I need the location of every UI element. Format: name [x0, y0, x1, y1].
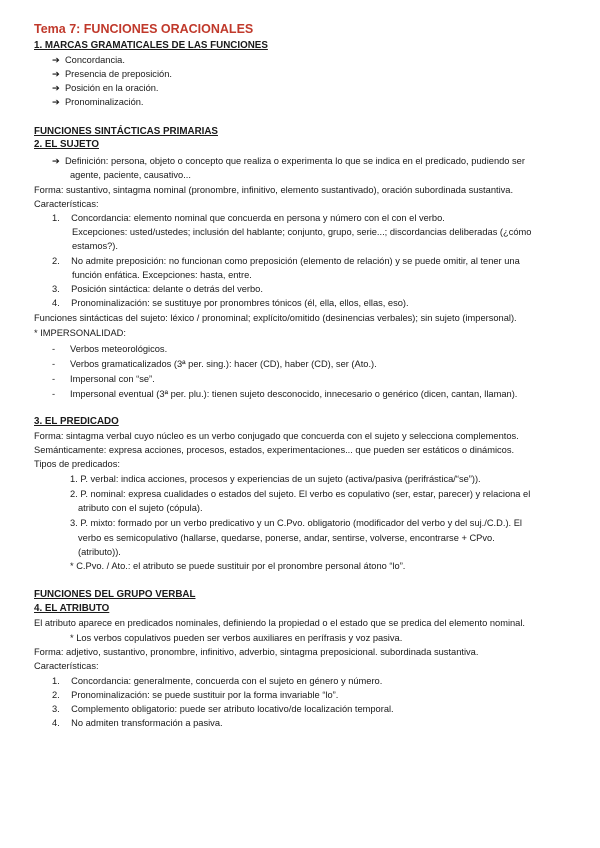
arrow-icon: ➔	[52, 156, 60, 166]
list-item-cont: (atributo)).	[78, 547, 121, 557]
list-item: 4. Pronominalización: se sustituye por pronombres tónicos (él, ella, ellos, ellas, eso).	[52, 298, 409, 308]
list-item-cont: verbo es semicopulativo (hallarse, quedarse, ponerse, andar, sentirse, volverse, encontrarse + CPvo.	[78, 533, 495, 543]
list-item: 1. P. verbal: indica acciones, procesos y experiencias de un sujeto (activa/pasiva (perifrástica/“se”)).	[70, 474, 481, 484]
section-heading-atributo: 4. EL ATRIBUTO	[34, 603, 110, 614]
section-heading-marcas: 1. MARCAS GRAMATICALES DE LAS FUNCIONES	[34, 40, 268, 51]
list-item-cont: atributo con el sujeto (cópula).	[78, 503, 203, 513]
list-item: 3. Posición sintáctica: delante o detrás del verbo.	[52, 284, 263, 294]
list-item: 3. P. mixto: formado por un verbo predicativo y un C.Pvo. obligatorio (modificador del verbo y del suj./C.D.). El	[70, 518, 522, 528]
list-item: 3. Complemento obligatorio: puede ser atributo locativo/de localización temporal.	[52, 704, 394, 714]
list-item: ➔ Concordancia.	[52, 55, 125, 65]
list-item: - Verbos meteorológicos.	[52, 344, 168, 354]
list-item: 2. Pronominalización: se puede sustituir por la forma invariable “lo”.	[52, 690, 339, 700]
arrow-icon: ➔	[52, 55, 60, 65]
section-heading-sujeto: 2. EL SUJETO	[34, 139, 99, 150]
impersonalidad-label: * IMPERSONALIDAD:	[34, 328, 126, 338]
list-item: ➔ Presencia de preposición.	[52, 69, 172, 79]
sujeto-excepciones-cont: estamos?).	[72, 241, 118, 251]
atributo-intro: El atributo aparece en predicados nominales, definiendo la propiedad o el estado que se predica del elemento nominal.	[34, 618, 525, 628]
arrow-icon: ➔	[52, 69, 60, 79]
sujeto-definicion: ➔ Definición: persona, objeto o concepto que realiza o experimenta lo que se indica en el predicado, pudiendo ser	[52, 156, 525, 166]
atributo-caracteristicas-label: Características:	[34, 661, 99, 671]
atributo-forma: Forma: adjetivo, sustantivo, pronombre, infinitivo, adverbio, sintagma preposicional. subordinada sustantiva.	[34, 647, 479, 657]
list-item-cont: función enfática. Excepciones: hasta, entre.	[72, 270, 252, 280]
predicado-forma: Forma: sintagma verbal cuyo núcleo es un verbo conjugado que concuerda con el sujeto y selecciona complementos.	[34, 431, 519, 441]
predicado-semantica: Semánticamente: expresa acciones, procesos, estados, experimentaciones... que pueden ser estáticos o dinámicos.	[34, 445, 515, 455]
list-item: ➔ Posición en la oración.	[52, 83, 159, 93]
sujeto-caracteristicas-label: Características:	[34, 199, 99, 209]
list-item: - Impersonal con “se”.	[52, 374, 155, 384]
arrow-icon: ➔	[52, 97, 60, 107]
list-item: 2. P. nominal: expresa cualidades o estados del sujeto. El verbo es copulativo (ser, estar, parecer) y relaciona el	[70, 489, 531, 499]
list-item: ➔ Pronominalización.	[52, 97, 144, 107]
list-item: 2. No admite preposición: no funcionan como preposición (elemento de relación) y se puede omitir, al tener una	[52, 256, 520, 266]
list-item: - Impersonal eventual (3ª per. plu.): tienen sujeto desconocido, innecesario o genérico (dicen, cantan, llaman).	[52, 389, 518, 399]
sujeto-forma: Forma: sustantivo, sintagma nominal (pronombre, infinitivo, elemento sustantivado), oración subordinada sustantiva.	[34, 185, 514, 195]
section-heading-primarias: FUNCIONES SINTÁCTICAS PRIMARIAS	[34, 126, 218, 137]
list-item: 1. Concordancia: generalmente, concuerda con el sujeto en género y número.	[52, 676, 383, 686]
sujeto-excepciones: Excepciones: usted/ustedes; inclusión del hablante; conjunto, grupo, serie...; discordancias deliberadas (¿cómo	[72, 227, 532, 237]
list-item: 1. Concordancia: elemento nominal que concuerda en persona y número con el con el verbo.	[52, 213, 445, 223]
list-item: - Verbos gramaticalizados (3ª per. sing.): hacer (CD), haber (CD), ser (Ato.).	[52, 359, 377, 369]
atributo-nota: * Los verbos copulativos pueden ser verbos auxiliares en perífrasis y voz pasiva.	[70, 633, 403, 643]
section-heading-predicado: 3. EL PREDICADO	[34, 416, 119, 427]
section-heading-grupo-verbal: FUNCIONES DEL GRUPO VERBAL	[34, 589, 196, 600]
predicado-nota: * C.Pvo. / Ato.: el atributo se puede sustituir por el pronombre personal átono “lo”.	[70, 561, 406, 571]
sujeto-funciones: Funciones sintácticas del sujeto: léxico / pronominal; explícito/omitido (desinencias verbales); sin sujeto (impersonal).	[34, 313, 517, 323]
sujeto-definicion-cont: agente, paciente, causativo...	[70, 170, 191, 180]
list-item: 4. No admiten transformación a pasiva.	[52, 718, 223, 728]
predicado-tipos-label: Tipos de predicados:	[34, 459, 120, 469]
arrow-icon: ➔	[52, 83, 60, 93]
document-title: Tema 7: FUNCIONES ORACIONALES	[34, 22, 254, 36]
